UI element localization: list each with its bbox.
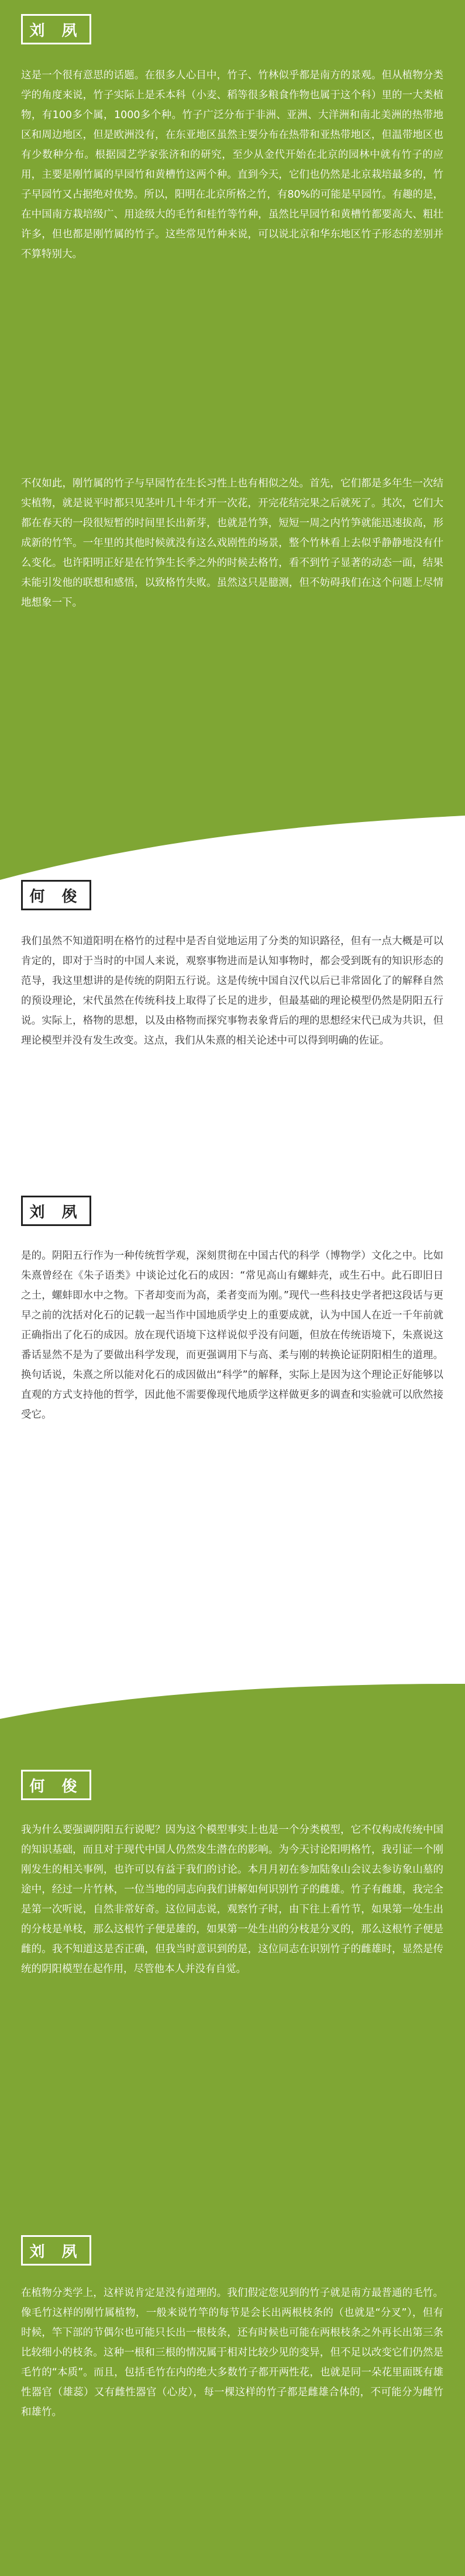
speaker-tag: 何 俊 — [21, 880, 91, 910]
wave-divider — [0, 810, 465, 886]
paragraph: 我为什么要强调阴阳五行说呢？因为这个模型事实上也是一个分类模型，它不仅构成传统中国的知识基础，而且对于现代中国人仍然发生潜在的影响。为今天讨论阳明格竹，我引证一个刚刚发生的相关事例，也许可以有益于我们的讨论。本月月初在参加陆象山会议去参访象山墓的途中，经过一片竹林，一位当地的同志向我们讲解如何识别竹子的雌雄。竹子有雌雄，我完全是第一次听说，自然非常好奇。这位同志说，观察竹子时，由下往上看竹节，如果第一处生出的分枝是单枝，那么这根竹子便是雄的，如果第一处生出的分枝是分叉的，那么这根竹子便是雌的。我不知道这是否正确，但我当时意识到的是，这位同志在识别竹子的雌雄时，显然是传统的阴阳模型在起作用，尽管他本人并没有自觉。 — [21, 1824, 443, 1975]
paragraph: 不仅如此，刚竹属的竹子与早园竹在生长习性上也有相似之处。首先，它们都是多年生一次结实植物，就是说平时都只见茎叶几十年才开一次花，开完花结完果之后就死了。其次，它们大都在春天的一段很短暂的时间里长出新芽，也就是竹笋，短短一周之内竹笋就能迅速拔高，形成新的竹竿。一年里的其他时候就没有这么戏剧性的场景，整个竹林看上去似乎静静地没有什么变化。也许阳明正好是在竹笋生长季之外的时候去格竹，看不到竹子显著的动态一面，结果未能引发他的联想和感悟，以致格竹失败。虽然这只是臆测，但不妨碍我们在这个问题上尽情地想象一下。 — [21, 478, 443, 609]
section-green-bottom — [0, 1757, 465, 2576]
wave-divider — [0, 1684, 465, 1760]
paragraph: 我们虽然不知道阳明在格竹的过程中是否自觉地运用了分类的知识路径，但有一点大概是可以肯定的，即对于当时的中国人来说，观察事物进而是认知事物时，都会受到既有的知识形态的范导，我这里想讲的是传统的阴阳五行说。这是传统中国自汉代以后已非常固化了的解释自然的预设理论，宋代虽然在传统科技上取得了长足的进步，但最基础的理论模型仍然是阴阳五行说。实际上，格物的思想，以及由格物而探究事物表象背后的理的思想经宋代已成为共识，但理论模型并没有发生改变。这点，我们从朱熹的相关论述中可以得到明确的佐证。 — [21, 935, 443, 1047]
paragraph: 是的。阴阳五行作为一种传统哲学观，深刻贯彻在中国古代的科学（博物学）文化之中。比如朱熹曾经在《朱子语类》中谈论过化石的成因：“常见高山有螺蚌壳，或生石中。此石即旧日之土，螺蚌即水中之物。下者却变而为高，柔者变而为刚。”现代一些科技史学者把这段话与更早之前的沈括对化石的记载一起当作中国地质学史上的重要成就，认为中国人在近一千年前就正确指出了化石的成因。放在现代语境下这样说似乎没有问题，但放在传统语境下，朱熹说这番话显然不是为了要做出科学发现，而更强调用下与高、柔与刚的转换论证阴阳相生的道理。换句话说，朱熹之所以能对化石的成因做出“科学”的解释，实际上是因为这个理论正好能够以直观的方式支持他的哲学，因此他不需要像现代地质学这样做更多的调查和实验就可以欣然接受它。 — [21, 1250, 443, 1421]
section-liu-2 — [0, 1196, 465, 1704]
section-he-1 — [0, 880, 465, 1184]
section-liu-1 — [0, 0, 465, 813]
speaker-tag: 何 俊 — [21, 1770, 91, 1800]
speaker-tag: 刘 夙 — [21, 1196, 91, 1226]
speaker-tag: 刘 夙 — [21, 2235, 91, 2266]
paragraph: 在植物分类学上，这样说肯定是没有道理的。我们假定您见到的竹子就是南方最普通的毛竹。像毛竹这样的刚竹属植物，一般来说竹竿的每节是会长出两根枝条的（也就是“分叉”），但有时候，竿下部的节偶尔也可能只长出一根枝条，还有时候也可能在两根枝条之外再长出第三条比较细小的枝条。这种一根和三根的情况属于相对比较少见的变异，但不足以改变它们仍然是毛竹的“本质”。而且，包括毛竹在内的绝大多数竹子都开两性花，也就是同一朵花里面既有雄性器官（雄蕊）又有雌性器官（心皮），每一棵这样的竹子都是雌雄合体的，不可能分为雌竹和雄竹。 — [21, 2287, 443, 2418]
speaker-tag: 刘 夙 — [21, 14, 91, 44]
paragraph: 这是一个很有意思的话题。在很多人心目中，竹子、竹林似乎都是南方的景观。但从植物分类学的角度来说，竹子实际上是禾本科（小麦、稻等很多粮食作物也属于这个科）里的一大类植物，有100多个属，1000多个种。竹子广泛分布于非洲、亚洲、大洋洲和南北美洲的热带地区和周边地区，但是欧洲没有，在东亚地区虽然主要分布在热带和亚热带地区，但温带地区也有少数种分布。根据园艺学家张济和的研究，至少从金代开始在北京的园林中就有竹子的应用，主要是刚竹属的早园竹和黄槽竹这两个种。直到今天，它们也仍然是北京栽培最多的，竹子早园竹又占据绝对优势。所以，阳明在北京所格之竹，有80%的可能是早园竹。有趣的是，在中国南方栽培级广、用途级大的毛竹和桂竹等竹种，虽然比早园竹和黄槽竹都要高大、粗壮许多，但也都是刚竹属的竹子。这些常见竹种来说，可以说北京和华东地区竹子形态的差别并不算特别大。 — [21, 70, 443, 260]
